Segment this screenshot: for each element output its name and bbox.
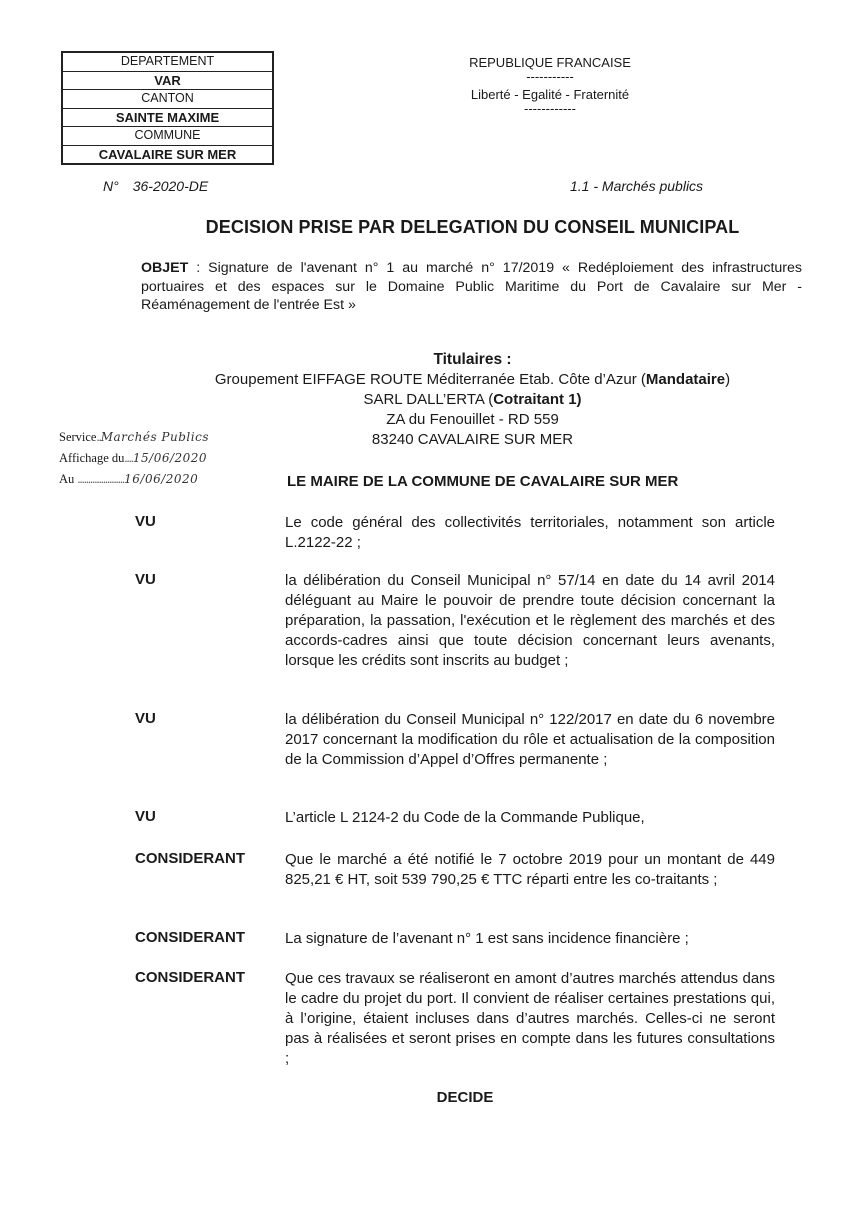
separator-2: ------------ (524, 101, 576, 116)
clause-label-3: VU (135, 710, 156, 727)
titulaire-2-role: Cotraitant 1) (493, 391, 582, 408)
box-row-cavalaire: CAVALAIRE SUR MER (63, 145, 272, 164)
box-row-departement: DEPARTEMENT (120, 54, 215, 68)
au-dots: ...................... (77, 472, 125, 486)
clause-label-5: CONSIDERANT (135, 850, 246, 867)
republique-header (440, 54, 660, 114)
affichage-handwritten: 15/06/2020 (132, 451, 208, 465)
page-title: DECISION PRISE PAR DELEGATION DU CONSEIL MUNICIPAL (205, 217, 740, 237)
titulaire-1-role: Mandataire (645, 371, 726, 388)
clause-text-4: L’article L 2124-2 du Code de la Commande Publique, (285, 809, 645, 826)
affichage-label: Affichage du (59, 451, 125, 465)
department-box (61, 51, 274, 165)
titulaire-line-1 (130, 370, 815, 390)
clause-text-3: la délibération du Conseil Municipal n° 122/2017 en date du 6 novembre 2017 concernant la modification du rôle et actualisation de la composition de la Commission d’Appel d’Offres permanente ; (285, 711, 775, 768)
affichage-dots: .... (124, 451, 133, 465)
affichage-note (59, 451, 207, 466)
clause-label-6: CONSIDERANT (135, 929, 246, 946)
titulaires-heading: Titulaires : (433, 351, 512, 368)
republique-title: REPUBLIQUE FRANCAISE (469, 55, 631, 70)
titulaire-line-3: ZA du Fenouillet - RD 559 (386, 411, 559, 428)
service-dots: .. (96, 430, 101, 444)
clause-label-7: CONSIDERANT (135, 969, 246, 986)
decision-number (103, 178, 208, 194)
box-row-canton: CANTON (63, 89, 272, 108)
clause-text-5: Que le marché a été notifié le 7 octobre 2019 pour un montant de 449 825,21 € HT, soit 539 790,25 € TTC réparti entre les co-traitants ; (285, 851, 775, 888)
clause-label-1: VU (135, 513, 156, 530)
box-row-var: VAR (63, 71, 272, 90)
titulaire-line-4: 83240 CAVALAIRE SUR MER (371, 431, 574, 448)
clause-text-2: la délibération du Conseil Municipal n° 57/14 en date du 14 avril 2014 déléguant au Maire le pouvoir de prendre toute décision concernant la préparation, la passation, l'exécution et le règlement des marchés et des accords-cadres ainsi que toute décision concernant leurs avenants, lorsque les crédits sont inscrits au budget ; (285, 572, 775, 669)
clause-text-1: Le code général des collectivités territoriales, notamment son article L.2122-22 ; (285, 514, 775, 551)
box-row-commune: COMMUNE (63, 126, 272, 145)
decide-heading: DECIDE (436, 1089, 494, 1106)
maire-heading: LE MAIRE DE LA COMMUNE DE CAVALAIRE SUR MER (287, 473, 679, 490)
titulaire-2-name: SARL DALL’ERTA ( (363, 391, 494, 408)
service-handwritten: Marchés Publics (100, 430, 209, 444)
clause-text-7: Que ces travaux se réaliseront en amont d’autres marchés attendus dans le cadre du projet du port. Il convient de réaliser certaines prestations qui, à l’origine, étaient incluses dans d’autres marchés. Celles-ci ne seront pas à réalisées et seront prises en compte dans les futures consultations ; (285, 970, 775, 1067)
number-prefix: N° (103, 178, 119, 194)
clause-text-6: La signature de l’avenant n° 1 est sans incidence financière ; (285, 930, 689, 947)
objet-paragraph (141, 259, 802, 315)
au-note (59, 472, 198, 487)
au-handwritten: 16/06/2020 (124, 472, 199, 486)
objet-label: OBJET (141, 260, 189, 276)
number-value: 36-2020-DE (132, 178, 209, 194)
devise: Liberté - Egalité - Fraternité (470, 87, 630, 102)
titulaire-line-2 (130, 390, 815, 410)
au-label: Au (59, 472, 75, 486)
clause-label-4: VU (135, 808, 156, 825)
titulaires-block (130, 350, 815, 450)
category: 1.1 - Marchés publics (570, 178, 704, 194)
box-row-sainte-maxime: SAINTE MAXIME (63, 108, 272, 127)
service-note (59, 430, 209, 445)
service-label: Service (59, 430, 97, 444)
separator-1: ----------- (526, 69, 574, 84)
objet-text: : Signature de l'avenant n° 1 au marché n° 17/2019 « Redéploiement des infrastructures portuaires et des espaces sur le Domaine Public Maritime du Port de Cavalaire sur Mer - Réaménagement de l'entrée Est » (141, 260, 802, 313)
titulaire-1-close: ) (725, 371, 731, 388)
titulaire-1-name: Groupement EIFFAGE ROUTE Méditerranée Etab. Côte d’Azur ( (214, 371, 646, 388)
clause-label-2: VU (135, 571, 156, 588)
